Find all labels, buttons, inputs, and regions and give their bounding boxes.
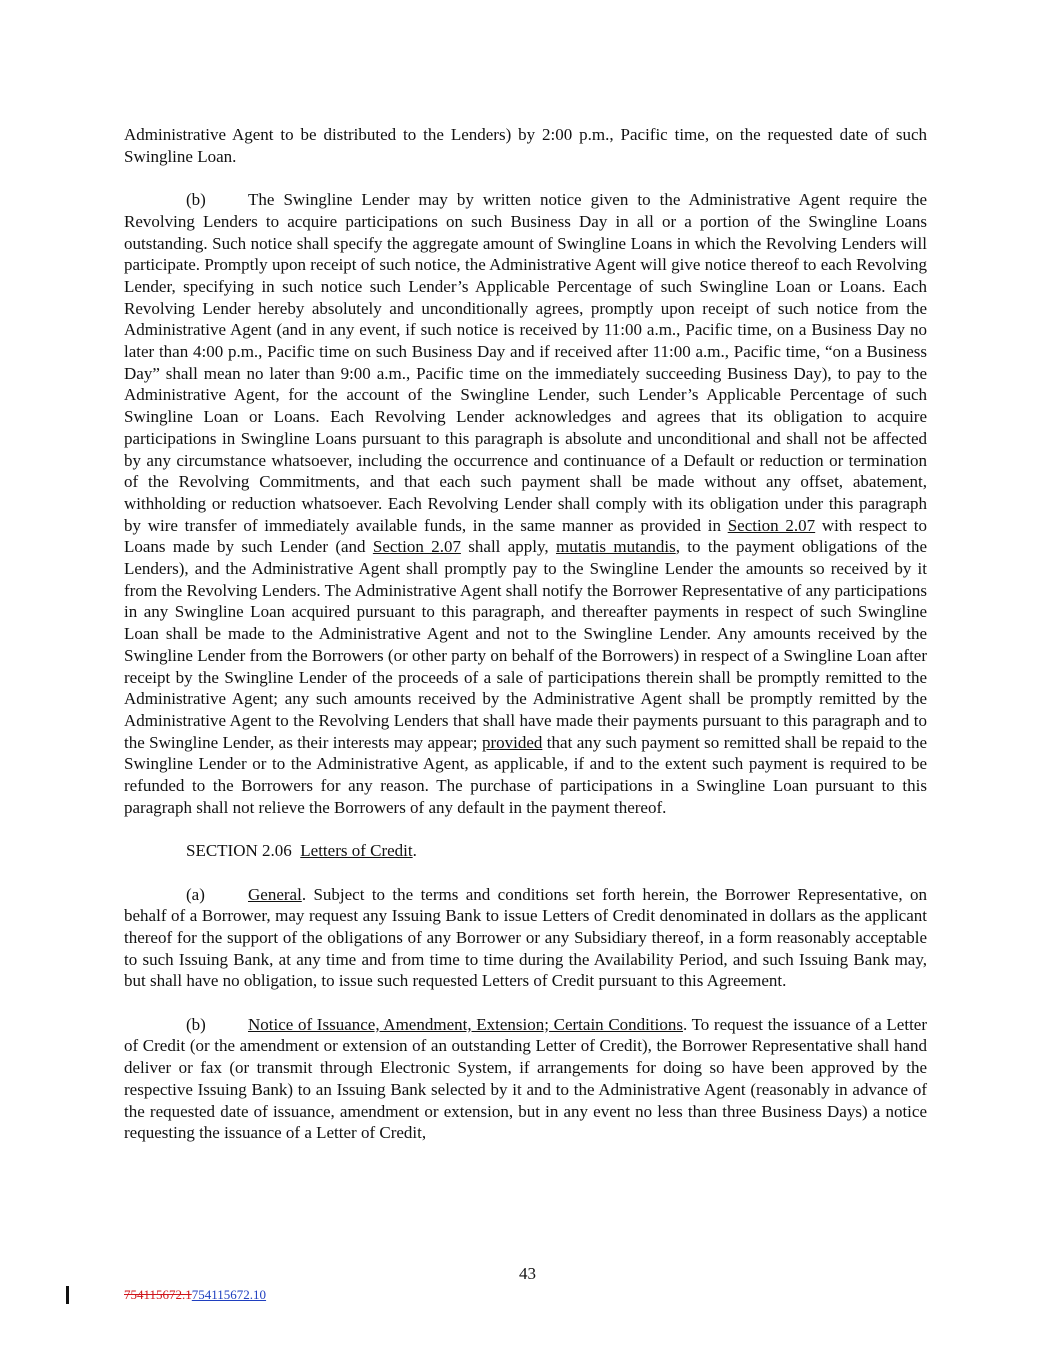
document-id-footer bbox=[124, 1287, 266, 1303]
paragraph-label: (b) bbox=[186, 190, 206, 210]
document-page bbox=[124, 124, 927, 1166]
paragraph-b-swingline-participations: (b) The Swingline Lender may by written notice given to the Administrative Agent require the Revolving Lenders to acquire participations on such Business Day in all or a portion of the Swingline Loans outstanding. Such notice shall specify the aggregate amount of Swingline Loans in which the Revolving Lenders will participate. Promptly upon receipt of such notice, the Administrative Agent will give notice thereof to each Revolving Lender, specifying in such notice such Lender’s Applicable Percentage of such Swingline Loan or Loans. Each Revolving Lender hereby absolutely and unconditionally agrees, promptly upon receipt of such notice from the Administrative Agent (and in any event, if such notice is received by 11:00 a.m., Pacific time, on a Business Day no later than 4:00 p.m., Pacific time on such Business Day and if received after 11:00 a.m., Pacific time, “on a Business Day” shall mean no later than 9:00 a.m., Pacific time on the immediately succeeding Business Day), to pay to the Administrative Agent, for the account of the Swingline Lender, such Lender’s Applicable Percentage of such Swingline Loan or Loans. Each Revolving Lender acknowledges and agrees that its obligation to acquire participations in Swingline Loans pursuant to this paragraph is absolute and unconditional and shall not be affected by any circumstance whatsoever, including the occurrence and continuance of a Default or reduction or termination of the Revolving Commitments, and that each such payment shall be made without any offset, abatement, withholding or reduction whatsoever. Each Revolving Lender shall comply with its obligation under this paragraph by wire transfer of immediately available funds, in the same manner as provided in Section 2.07 with respect to Loans made by such Lender (and Section 2.07 shall apply, mutatis mutandis, to the payment obligations of the Lenders), and the Administrative Agent shall promptly pay to the Swingline Lender the amounts so received by it from the Revolving Lenders. The Administrative Agent shall notify the Borrower Representative of any participations in any Swingline Loan acquired pursuant to this paragraph, and thereafter payments in respect of such Swingline Loan shall be made to the Administrative Agent and not to the Swingline Lender. Any amounts received by the Swingline Lender from the Borrowers (or other party on behalf of the Borrowers) in respect of a Swingline Loan after receipt by the Swingline Lender of the proceeds of a sale of participations therein shall be promptly remitted to the Administrative Agent; any such amounts received by the Administrative Agent shall be promptly remitted by the Administrative Agent to the Revolving Lenders that shall have made their payments pursuant to this paragraph and to the Swingline Lender, as their interests may appear; provided that any such payment so remitted shall be repaid to the Swingline Lender or to the Administrative Agent, as applicable, if and to the extent such payment is required to be refunded to the Borrowers for any reason. The purchase of participations in a Swingline Loan pursuant to this paragraph shall not relieve the Borrowers of any default in the payment thereof. bbox=[124, 190, 927, 817]
paragraph-label: (a) bbox=[186, 884, 205, 904]
section-title: Letters of Credit bbox=[300, 841, 413, 861]
paragraph-a-general: (a) General. Subject to the terms and conditions set forth herein, the Borrower Representative, on behalf of a Borrower, may request any Issuing Bank to issue Letters of Credit denominated in dollars as the applicant thereof for the support of the obligations of any Borrower or any Subsidiary thereof, in a form reasonably acceptable to such Issuing Bank, at any time and from time to time during the Availability Period, and such Issuing Bank may, but shall have no obligation, to issue such requested Letters of Credit pursuant to this Agreement. bbox=[124, 884, 927, 991]
paragraph-b-notice-of-issuance: (b) Notice of Issuance, Amendment, Extension; Certain Conditions. To request the issuance of a Letter of Credit (or the amendment or extension of an outstanding Letter of Credit), the Borrower Representative shall hand deliver or fax (or transmit through Electronic System, if arrangements for doing so have been approved by the respective Issuing Bank) to an Issuing Bank selected by it and to the Administrative Agent (reasonably in advance of the requested date of issuance, amendment or extension, but in any event no less than three Business Days) a notice requesting the issuance of a Letter of Credit, bbox=[124, 1014, 927, 1143]
section-number: SECTION 2.06 bbox=[186, 841, 292, 861]
page-number: 43 bbox=[519, 1264, 536, 1283]
section-heading: SECTION 2.06 Letters of Credit. bbox=[186, 841, 417, 861]
paragraph-heading: General bbox=[248, 884, 302, 904]
paragraph-heading: Notice of Issuance, Amendment, Extension; Certain Conditions bbox=[248, 1014, 683, 1034]
section-reference: Section 2.07 bbox=[372, 537, 461, 557]
inserted-document-id: 754115672.10 bbox=[191, 1287, 267, 1302]
change-bar bbox=[66, 1286, 69, 1304]
paragraph-label: (b) bbox=[186, 1014, 206, 1034]
provided-term: provided bbox=[481, 732, 543, 752]
mutatis-mutandis-term: mutatis mutandis bbox=[555, 537, 676, 557]
section-reference: Section 2.07 bbox=[727, 515, 816, 535]
deleted-document-id: 754115672.1 bbox=[124, 1287, 192, 1302]
paragraph-swingline-date: Administrative Agent to be distributed to the Lenders) by 2:00 p.m., Pacific time, on the requested date of such Swingline Loan. bbox=[124, 125, 927, 166]
